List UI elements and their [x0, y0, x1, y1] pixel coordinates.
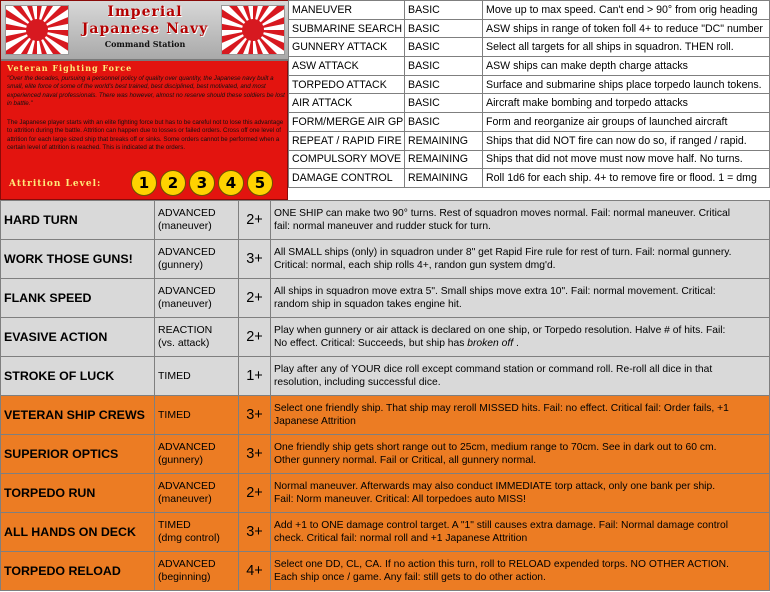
order-description: Select all targets for all ships in squadron. THEN roll. [483, 38, 770, 57]
attrition-level-1-checkbox[interactable]: 1 [131, 170, 157, 196]
order-type: REMAINING [405, 131, 483, 150]
basic-order-row [289, 94, 770, 113]
order-description-emphasis: broken off [467, 338, 514, 349]
order-description: Form and reorganize air groups of launched aircraft [483, 113, 770, 132]
order-type [155, 240, 239, 279]
order-name: EVASIVE ACTION [1, 318, 155, 357]
order-description-line: Play after any of YOUR dice roll except command station or command roll. Re-roll all dice in that [274, 363, 713, 375]
order-type-detail: (maneuver) [158, 493, 212, 505]
order-type [155, 318, 239, 357]
order-description-text: Other gunnery normal. Fail or Critical, all gunnery normal. [274, 455, 537, 466]
order-name: AIR ATTACK [289, 94, 405, 113]
order-type: BASIC [405, 57, 483, 76]
basic-order-row [289, 75, 770, 94]
attrition-level-label: Attrition Level: [9, 179, 102, 189]
rising-sun-flag-icon [221, 5, 285, 55]
order-name: SUBMARINE SEARCH [289, 19, 405, 38]
order-description: Surface and submarine ships place torpedo launch tokens. [483, 75, 770, 94]
banner-titles [71, 4, 219, 50]
order-description [271, 201, 770, 240]
attrition-level-3-checkbox[interactable]: 3 [189, 170, 215, 196]
order-type-label: ADVANCED [158, 207, 216, 219]
order-type: BASIC [405, 113, 483, 132]
order-type [155, 552, 239, 591]
basic-order-row [289, 57, 770, 76]
order-type-label: ADVANCED [158, 285, 216, 297]
order-roll-target: 3+ [239, 240, 271, 279]
order-description-line [274, 454, 767, 468]
special-order-row [1, 240, 770, 279]
special-order-row [1, 513, 770, 552]
order-name: WORK THOSE GUNS! [1, 240, 155, 279]
title-command-station: Command Station [104, 39, 186, 49]
order-description [271, 357, 770, 396]
order-description-text: Critical: normal, each ship rolls 4+, randon gun system dmg'd. [274, 260, 556, 271]
order-description-line [274, 532, 767, 546]
japanese-navy-banner [0, 0, 288, 200]
rising-sun-flag-icon [5, 5, 69, 55]
attrition-level-5-checkbox[interactable]: 5 [247, 170, 273, 196]
order-name: GUNNERY ATTACK [289, 38, 405, 57]
order-name: TORPEDO RUN [1, 474, 155, 513]
basic-orders-table [288, 0, 770, 188]
order-description-line [274, 415, 767, 429]
order-description-line [274, 220, 767, 234]
veteran-force-rules: The Japanese player starts with an elite fighting force but has to be careful not to lose this advantage to attrition during the battle. Attrition can happen due to losses or failed orders. Cross off one level of attrition for each large sized ship that breaks off or sinks. Some orders cannot be performed when a certain level of attrition is reached. This is indicated at the orders. [7, 119, 284, 152]
order-description-line [274, 298, 767, 312]
order-type-label: TIMED [158, 408, 191, 421]
order-name: COMPULSORY MOVE [289, 150, 405, 169]
order-description-line: All SMALL ships (only) in squadron under 8" get Rapid Fire rule for rest of turn. Fail: normal gunnery. [274, 246, 732, 258]
order-roll-target: 4+ [239, 552, 271, 591]
order-roll-target: 1+ [239, 357, 271, 396]
order-description: Ships that did not move must now move half. No turns. [483, 150, 770, 169]
order-roll-target: 2+ [239, 474, 271, 513]
order-type [155, 357, 239, 396]
special-order-row [1, 318, 770, 357]
order-description-text: Fail: Norm maneuver. Critical: All torpedoes auto MISS! [274, 494, 526, 505]
order-type: BASIC [405, 19, 483, 38]
order-description: ASW ships in range of token foll 4+ to reduce "DC" number [483, 19, 770, 38]
special-order-row [1, 396, 770, 435]
order-type-detail: (maneuver) [158, 220, 212, 232]
order-description [271, 396, 770, 435]
basic-order-row [289, 19, 770, 38]
basic-order-row [289, 113, 770, 132]
veteran-force-title: Veteran Fighting Force [7, 63, 133, 73]
order-description [271, 474, 770, 513]
order-description: Aircraft make bombing and torpedo attacks [483, 94, 770, 113]
order-roll-target: 2+ [239, 201, 271, 240]
order-roll-target: 3+ [239, 513, 271, 552]
order-description: Move up to max speed. Can't end > 90° from orig heading [483, 1, 770, 20]
order-type-detail: (gunnery) [158, 454, 203, 466]
order-type-detail: (gunnery) [158, 259, 203, 271]
order-description [271, 552, 770, 591]
special-orders-table [0, 200, 770, 591]
special-order-row [1, 474, 770, 513]
order-name: FORM/MERGE AIR GP [289, 113, 405, 132]
order-description-line: Select one DD, CL, CA. If no action this turn, roll to RELOAD expended torps. NO OTHER ACTION. [274, 558, 729, 570]
order-name: VETERAN SHIP CREWS [1, 396, 155, 435]
order-description-line [274, 376, 767, 390]
order-description-line: Play when gunnery or air attack is declared on one ship, or Torpedo resolution. Halve # of hits. Fail: [274, 324, 726, 336]
order-description [271, 513, 770, 552]
order-description [271, 318, 770, 357]
title-imperial: Imperial [107, 4, 183, 20]
veteran-force-quote: "Over the decades, pursuing a personnel policy of quality over quantity, the Japanese navy built a small, elite force of some of the world's best trained, best disciplined, best motivated, and most experienced naval professionals. There was however, almost no reserve should these soldiers be lost in battle." [7, 75, 285, 108]
special-order-row [1, 552, 770, 591]
order-name: MANEUVER [289, 1, 405, 20]
order-description-line [274, 259, 767, 273]
order-name: ALL HANDS ON DECK [1, 513, 155, 552]
order-description: Roll 1d6 for each ship. 4+ to remove fire or flood. 1 = dmg [483, 169, 770, 188]
order-description-line: ONE SHIP can make two 90° turns. Rest of squadron moves normal. Fail: normal maneuver. Critical [274, 207, 731, 219]
order-type [155, 435, 239, 474]
order-description-line [274, 493, 767, 507]
order-description-line: Add +1 to ONE damage control target. A "1" still causes extra damage. Fail: Normal damage control [274, 519, 729, 531]
special-order-row [1, 435, 770, 474]
basic-order-row [289, 169, 770, 188]
order-description-line: All ships in squadron move extra 5". Small ships move extra 10". Fail: normal movement. Critical: [274, 285, 716, 297]
basic-order-row [289, 1, 770, 20]
order-type [155, 513, 239, 552]
order-name: STROKE OF LUCK [1, 357, 155, 396]
order-type [155, 201, 239, 240]
order-type-detail: (dmg control) [158, 532, 220, 544]
order-description-line: Normal maneuver. Afterwards may also conduct IMMEDIATE torp attack, only one bank per ship. [274, 480, 716, 492]
order-description [271, 435, 770, 474]
order-description: ASW ships can make depth charge attacks [483, 57, 770, 76]
order-description [271, 240, 770, 279]
order-name: TORPEDO ATTACK [289, 75, 405, 94]
order-type-detail: (beginning) [158, 571, 211, 583]
order-type: BASIC [405, 75, 483, 94]
order-description-tail: . [515, 338, 519, 349]
title-japanese-navy: Japanese Navy [81, 21, 209, 37]
order-type: REMAINING [405, 169, 483, 188]
special-order-row [1, 357, 770, 396]
order-name: FLANK SPEED [1, 279, 155, 318]
order-name: SUPERIOR OPTICS [1, 435, 155, 474]
attrition-level-4-checkbox[interactable]: 4 [218, 170, 244, 196]
order-type-detail: (maneuver) [158, 298, 212, 310]
order-name: ASW ATTACK [289, 57, 405, 76]
order-description-text: random ship in squadon takes engine hit. [274, 299, 462, 310]
order-roll-target: 3+ [239, 435, 271, 474]
order-name: REPEAT / RAPID FIRE [289, 131, 405, 150]
order-description-line [274, 571, 767, 585]
order-type-detail: (vs. attack) [158, 337, 210, 349]
order-type: BASIC [405, 38, 483, 57]
order-description [271, 279, 770, 318]
order-type: BASIC [405, 1, 483, 20]
order-description-text: Each ship once / game. Any fail: still gets to do other action. [274, 572, 546, 583]
order-name: HARD TURN [1, 201, 155, 240]
special-order-row [1, 279, 770, 318]
order-type-label: TIMED [158, 519, 191, 531]
order-description-text: resolution, including successful dice. [274, 377, 441, 388]
order-roll-target: 2+ [239, 318, 271, 357]
order-type-label: ADVANCED [158, 246, 216, 258]
order-roll-target: 3+ [239, 396, 271, 435]
order-type-label: ADVANCED [158, 441, 216, 453]
order-description-text: Japanese Attrition [274, 416, 356, 427]
special-order-row [1, 201, 770, 240]
attrition-level-2-checkbox[interactable]: 2 [160, 170, 186, 196]
order-type [155, 396, 239, 435]
order-description-line [274, 337, 767, 351]
order-type: BASIC [405, 94, 483, 113]
order-type [155, 279, 239, 318]
attrition-level-track [131, 170, 273, 196]
order-description-text: fail: normal maneuver and rudder stuck for turn. [274, 221, 491, 232]
order-type-label: ADVANCED [158, 558, 216, 570]
basic-order-row [289, 131, 770, 150]
order-type-label: REACTION [158, 324, 213, 336]
basic-order-row [289, 38, 770, 57]
basic-order-row [289, 150, 770, 169]
order-description-line: Select one friendly ship. That ship may reroll MISSED hits. Fail: no effect. Critical fail: Order fails, +1 [274, 402, 729, 414]
order-type-label: ADVANCED [158, 480, 216, 492]
order-type: REMAINING [405, 150, 483, 169]
order-roll-target: 2+ [239, 279, 271, 318]
order-description-line: One friendly ship gets short range out to 25cm, medium range to 70cm. See in dark out to 60 cm. [274, 441, 717, 453]
banner-header [1, 1, 289, 61]
order-type [155, 474, 239, 513]
order-description-text: check. Critical fail: normal roll and +1 Japanese Attrition [274, 533, 528, 544]
order-name: TORPEDO RELOAD [1, 552, 155, 591]
order-type-label: TIMED [158, 369, 191, 382]
order-name: DAMAGE CONTROL [289, 169, 405, 188]
order-description-text: No effect. Critical: Succeeds, but ship has [274, 338, 465, 349]
order-description: Ships that did NOT fire can now do so, if ranged / rapid. [483, 131, 770, 150]
